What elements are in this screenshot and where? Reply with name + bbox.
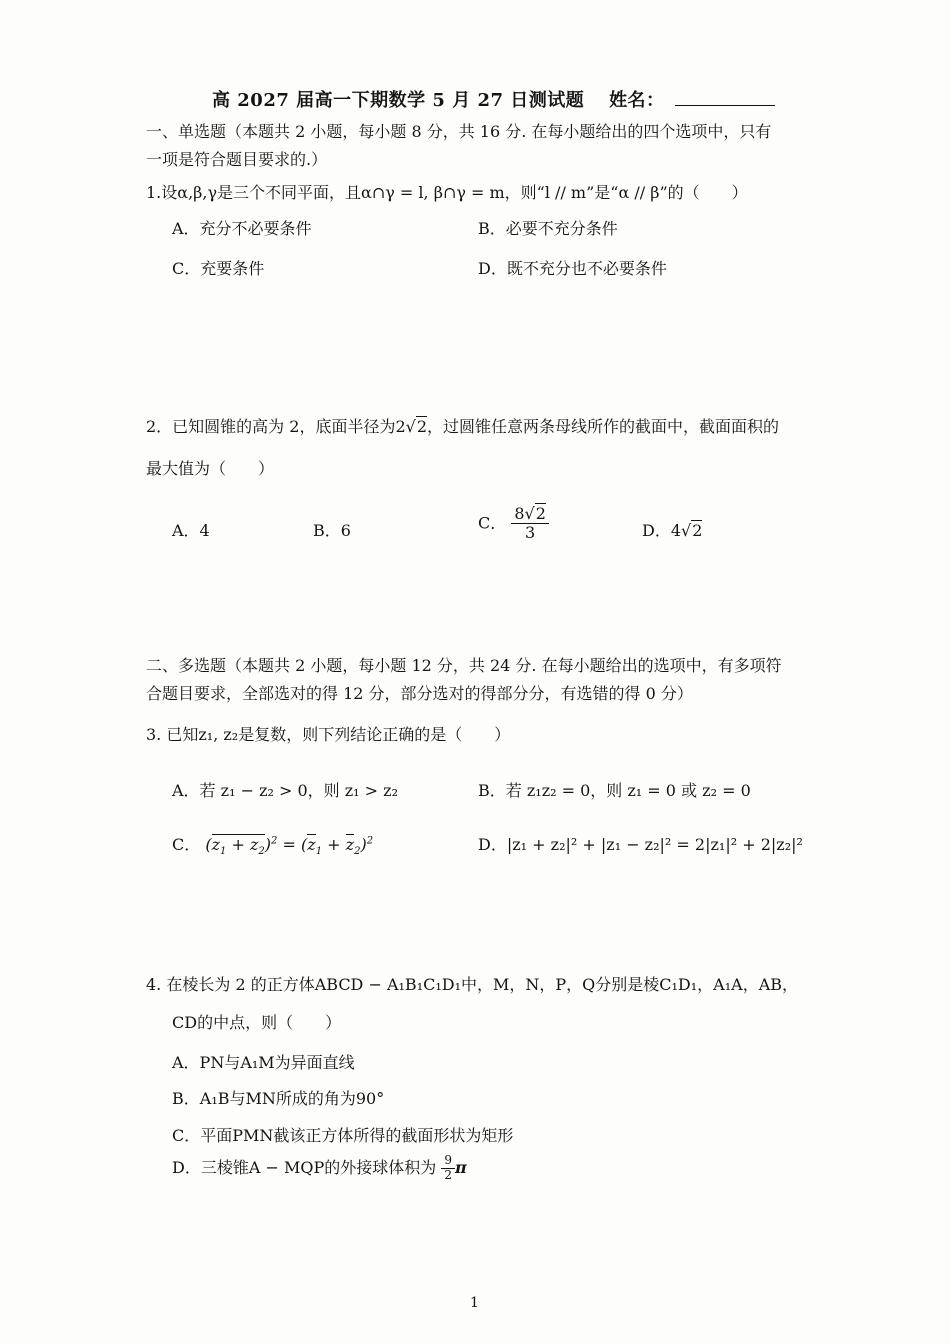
q3-option-c (172, 832, 373, 857)
q1-option-c: C．充要条件 (172, 259, 265, 278)
q2-option-b: B．6 (313, 521, 351, 540)
q3-option-d: D．|z₁ + z₂|² + |z₁ − z₂|² = 2|z₁|² + 2|z₂|² (478, 835, 803, 854)
q3-option-a: A．若 z₁ − z₂ > 0，则 z₁ > z₂ (172, 781, 399, 800)
pi-symbol: π (454, 1157, 467, 1177)
name-label: 姓名： (609, 90, 665, 111)
q4-option-b: B．A₁B与MN所成的角为90° (172, 1089, 385, 1108)
q2-radius-coef: 2 (395, 417, 406, 436)
sqrt-symbol: √ (405, 417, 416, 436)
q3-option-c-label: C． (172, 835, 201, 854)
section1-heading-line1: 一、单选题（本题共 2 小题，每小题 8 分，共 16 分. 在每小题给出的四个选项中，只有 (146, 122, 772, 141)
q1-option-d: D．既不充分也不必要条件 (478, 259, 667, 278)
q2-stem-part2: ，过圆锥任意两条母线所作的截面中，截面面积的 (427, 417, 780, 436)
q1-option-a: A．充分不必要条件 (172, 219, 312, 238)
q2-option-d-label: D． (642, 521, 671, 540)
q2-option-a: A．4 (172, 521, 210, 540)
section2-heading-line2: 合题目要求，全部选对的得 12 分，部分选对的得部分分，有选错的得 0 分） (146, 684, 693, 703)
q1-option-b: B．必要不充分条件 (478, 219, 618, 238)
q4-stem-line1: 4. 在棱长为 2 的正方体ABCD − A₁B₁C₁D₁中，M，N，P，Q分别是棱C₁D₁，A₁A，AB， (146, 975, 799, 994)
q2-option-c-label: C． (478, 513, 507, 533)
q2-option-c-fraction (511, 505, 549, 543)
sqrt-symbol: √ (524, 504, 535, 523)
page-number: 1 (470, 1295, 479, 1311)
q2-option-c (478, 505, 549, 543)
d-coef: 4 (670, 521, 682, 540)
q3-stem: 3. 已知z₁, z₂是复数，则下列结论正确的是（ ） (146, 725, 511, 744)
fraction-numerator (511, 505, 549, 524)
q4-option-d-fraction (441, 1154, 455, 1183)
fraction-denominator: 3 (525, 523, 536, 543)
exam-title (212, 86, 775, 112)
q2-radius-root: 2 (416, 417, 428, 436)
title-text: 高 2027 届高一下期数学 5 月 27 日测试题 (212, 90, 585, 111)
q2-stem-part1: 2．已知圆锥的高为 2，底面半径为 (146, 417, 396, 436)
q2-option-d (642, 518, 702, 541)
q4-option-a: A．PN与A₁M为异面直线 (172, 1053, 355, 1072)
d-root: 2 (692, 521, 703, 540)
q1-stem: 1.设α,β,γ是三个不同平面，且α∩γ = l, β∩γ = m，则“l // m”是“α // β”的（ ） (146, 183, 748, 202)
fraction-numerator: 9 (441, 1154, 455, 1169)
q2-stem-line1 (146, 414, 779, 437)
fraction-denominator: 2 (444, 1167, 452, 1182)
q2-stem-line2: 最大值为（ ） (146, 459, 275, 478)
section1-heading-line2: 一项是符合题目要求的.） (146, 150, 328, 169)
name-blank-line[interactable] (675, 91, 775, 106)
num-root: 2 (535, 504, 546, 523)
q4-stem-line2: CD的中点，则（ ） (172, 1013, 342, 1032)
q3-option-b: B．若 z₁z₂ = 0，则 z₁ = 0 或 z₂ = 0 (478, 781, 751, 800)
sqrt-symbol: √ (681, 521, 692, 540)
q4-option-c: C．平面PMN截该正方体所得的截面形状为矩形 (172, 1126, 514, 1145)
num-coef: 8 (514, 504, 525, 523)
q3-option-c-formula: $(z_1 + z_2)^2 = (z_1 + z_2)^2$ (205, 835, 374, 858)
q4-option-d-text: D．三棱锥A − MQP的外接球体积为 (172, 1157, 437, 1177)
q4-option-d (172, 1154, 467, 1183)
section2-heading-line1: 二、多选题（本题共 2 小题，每小题 12 分，共 24 分. 在每小题给出的选项中，有多项符 (146, 656, 782, 675)
